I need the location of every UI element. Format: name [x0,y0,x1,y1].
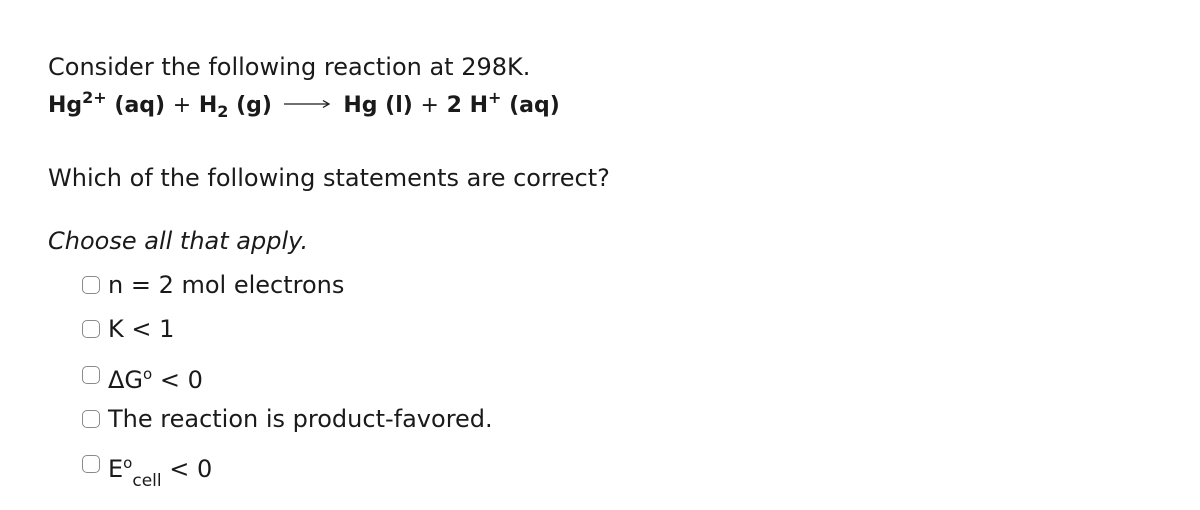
option-label: n = 2 mol electrons [108,271,345,299]
option-label: The reaction is product-favored. [108,405,493,433]
cell-subscript: cell [132,471,162,491]
product-hg-state: (l) [385,93,413,118]
product-h-charge: + [488,88,502,107]
reaction-arrow-icon [284,97,332,111]
reactant-hg: Hg [48,93,83,118]
checkbox[interactable] [82,366,100,384]
option-label: K < 1 [108,315,175,343]
product-h-state: (aq) [509,93,560,118]
product-h: H [469,93,488,118]
reactant-hg-state: (aq) [114,93,166,118]
product-h-coefficient: 2 [446,93,462,118]
answer-option[interactable] [82,270,344,300]
answer-option[interactable] [82,365,203,395]
option-label [108,454,213,491]
checkbox[interactable] [82,320,100,338]
option-inequality: < 0 [152,366,203,394]
standard-state-superscript: o [123,454,133,472]
reactant-h2-subscript: 2 [217,102,229,121]
question-intro: Consider the following reaction at 298K. [48,53,531,81]
reactant-h2: H [198,93,218,118]
reactant-hg-charge: 2+ [82,88,107,107]
checkbox[interactable] [82,410,100,428]
checkbox[interactable] [82,276,100,294]
product-hg: Hg [343,93,378,118]
plus-sign: + [420,93,439,118]
answer-option[interactable] [82,314,174,344]
question-prompt: Which of the following statements are correct? [48,164,610,192]
answer-option[interactable] [82,454,213,491]
standard-state-superscript: o [143,365,153,383]
reactant-h2-state: (g) [236,93,272,118]
plus-sign: + [172,93,192,118]
reaction-equation [48,88,560,121]
delta-g: ΔG [108,366,144,394]
checkbox[interactable] [82,455,100,473]
option-label [108,365,203,395]
answer-option[interactable] [82,404,493,434]
option-inequality: < 0 [161,455,213,483]
instruction-text: Choose all that apply. [48,227,309,255]
e-cell: E [108,455,124,483]
